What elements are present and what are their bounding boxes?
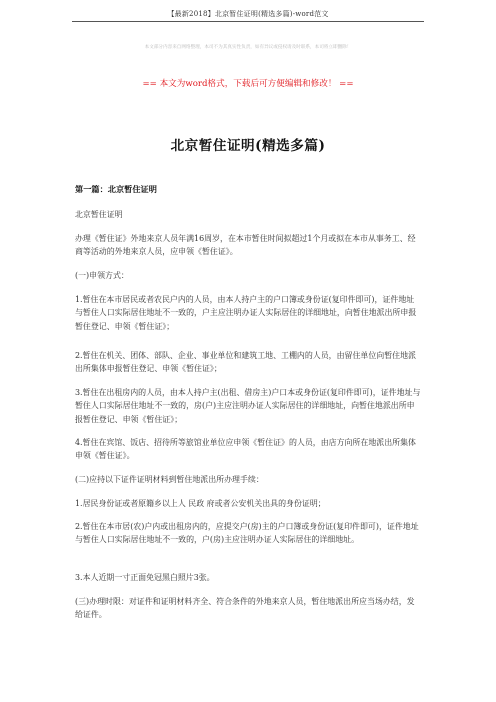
disclaimer-text: 本文部分内容来自网络整理，本司不为其真实性负责，如有异议或侵权请及时联系，本司将立即删除！ bbox=[144, 45, 352, 50]
paragraph: 1.居民身份证或者原籍乡以上人 民政 府或者公安机关出具的身份证明； bbox=[75, 499, 326, 508]
paragraph: 4.暂住在宾馆、饭店、招待所等旅馆业单位应申领《暂住证》的人员，由店方向所在地派出所集体申领《暂住证》。 bbox=[75, 438, 416, 461]
paragraph: (三)办理时限：对证件和证明材料齐全、符合条件的外地来京人员，暂住地派出所应当场办结，发给证件。 bbox=[75, 597, 415, 620]
paragraph: 3.暂住在出租房内的人员，由本人持户主(出租、借房主)户口本或身份证(复印件即可)，证件地址与暂住人口实际居住地址不一致的，房(户)主应注明办证人实际居住的详细地址，向暂住地派出所申报暂住登记、申领《暂住证》； bbox=[75, 388, 421, 424]
paragraph: 办理《暂住证》外地来京人员年满16周岁，在本市暂住时间拟超过1个月或拟在本市从事务工、经商等活动的外地来京人员，应申领《暂住证》。 bbox=[75, 234, 416, 257]
paragraph: 北京暂住证明 bbox=[75, 210, 123, 219]
paragraph: (二)应持以下证件证明材料到暂住地派出所办理手续： bbox=[75, 475, 264, 484]
section-heading: 第一篇：北京暂住证明 bbox=[75, 184, 157, 194]
paragraph: 1.暂住在本市居民或者农民户内的人员，由本人持户主的户口簿或身份证(复印件即可)，证件地址与暂住人口实际居住地址不一致的，户主应注明办证人实际居住的详细地址，向暂住地派出所申报暂住登记、申领《暂住证》； bbox=[75, 295, 417, 331]
paragraph: 3.本人近期一寸正面免冠黑白照片3张。 bbox=[75, 573, 215, 582]
paragraph: 2.暂住在机关、团体、部队、企业、事业单位和建筑工地、工棚内的人员，由留住单位向暂住地派出所集体申报暂住登记、申领《暂住证》； bbox=[75, 351, 416, 374]
paragraph: (一)申领方式： bbox=[75, 271, 129, 280]
document-title: 北京暂住证明(精选多篇) bbox=[170, 138, 326, 154]
paragraph: 2.暂住在本市居(农)户内或出租房内的，应提交户(房)主的户口簿或身份证(复印件即可)，证件地址与暂住人口实际居住地址不一致的，户(房)主应注明办证人实际居住的详细地址。 bbox=[75, 522, 419, 545]
header-divider bbox=[72, 21, 424, 22]
page-header-title: 【最新2018】北京暂住证明(精选多篇)-word范文 bbox=[167, 10, 329, 18]
word-format-notice: == 本文为word格式，下载后可方便编辑和修改！ == bbox=[142, 79, 354, 89]
